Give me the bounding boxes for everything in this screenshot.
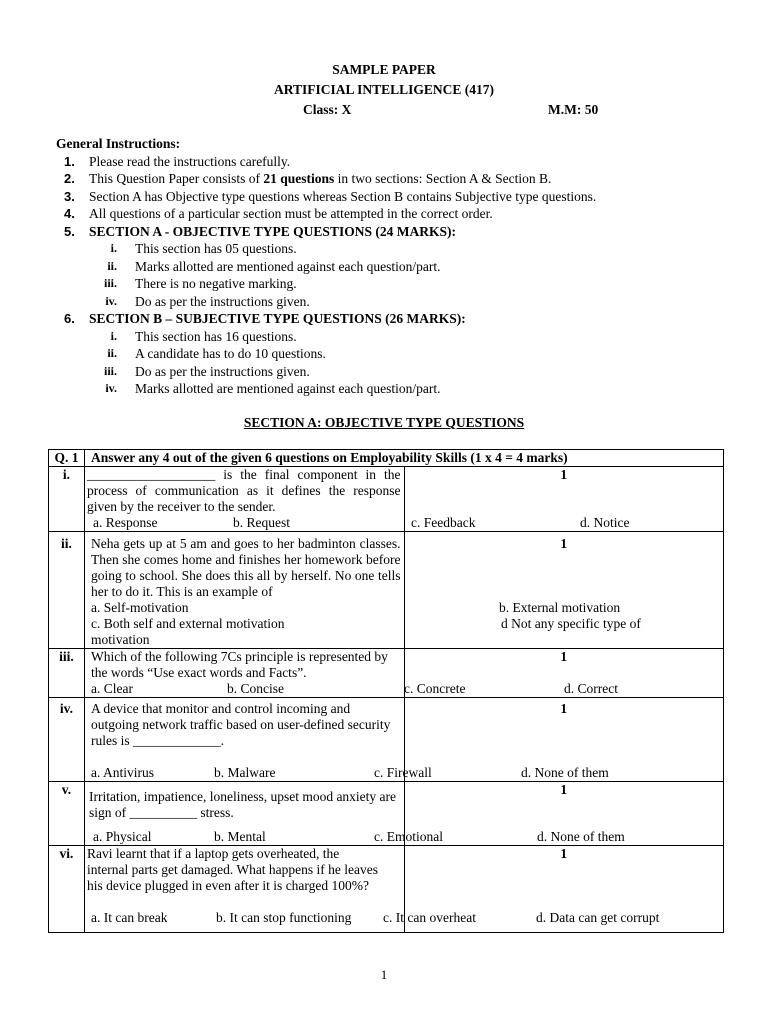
option: b. Mental	[214, 829, 266, 844]
option-row	[87, 515, 630, 531]
paper-subject: ARTIFICIAL INTELLIGENCE (417)	[273, 82, 495, 97]
option: b. It can stop functioning	[216, 910, 352, 925]
sub-number: ii.	[107, 258, 117, 273]
table-row	[49, 782, 724, 846]
instruction-number: 3.	[64, 188, 75, 204]
option-continuation: motivation	[91, 632, 150, 647]
max-marks: M.M: 50	[548, 102, 599, 117]
question-text: Neha gets up at 5 am and goes to her badminton classes. Then she comes home and finishes her homework before going to school. She does this all by herself. No one tells her to do it. This is an example of	[91, 536, 401, 599]
option: c. Feedback	[411, 515, 476, 530]
sub-item	[89, 258, 736, 276]
instruction-item	[56, 310, 736, 398]
class-line	[0, 100, 768, 120]
option: b. Concise	[227, 681, 284, 696]
sub-text: Do as per the instructions given.	[135, 363, 310, 379]
sub-item	[89, 293, 736, 311]
option: d Not any specific type of	[501, 616, 641, 631]
question-text: Which of the following 7Cs principle is represented by the words “Use exact words and Facts”.	[91, 649, 388, 680]
instruction-number: 5.	[64, 223, 75, 239]
instruction-number: 4.	[64, 206, 75, 221]
question-marks: 1	[404, 782, 724, 846]
instruction-number: 2.	[64, 171, 75, 186]
instruction-number: 6.	[64, 311, 75, 326]
option: d. None of them	[521, 765, 609, 780]
table-row	[49, 698, 724, 782]
question-number: vi.	[49, 846, 85, 933]
sub-number: ii.	[107, 346, 117, 360]
sub-number: iii.	[103, 276, 117, 290]
question-marks: 1	[404, 846, 724, 933]
instruction-text: Section A has Objective type questions whereas Section B contains Subjective type questions.	[89, 188, 597, 204]
question-cell	[85, 782, 625, 846]
question-cell	[85, 532, 641, 649]
question-number: i.	[49, 467, 85, 532]
option-row	[89, 829, 625, 845]
class-label: Class: X	[303, 102, 352, 117]
option: d. Notice	[580, 515, 630, 530]
question-cell	[85, 467, 630, 532]
section-b-sublist	[89, 328, 736, 398]
sub-text: Do as per the instructions given.	[135, 293, 310, 309]
option: a. Clear	[91, 681, 133, 696]
instruction-text: Please read the instructions carefully.	[89, 153, 291, 169]
instructions-title: General Instructions:	[56, 136, 181, 151]
option-row	[87, 910, 660, 926]
question-cell	[85, 846, 660, 933]
sub-text: There is no negative marking.	[135, 276, 297, 291]
question-text: A device that monitor and control incoming and outgoing network traffic based on user-defined security rules is _____________.	[91, 701, 391, 748]
sub-item	[89, 380, 736, 398]
sub-text: This section has 05 questions.	[135, 241, 297, 256]
option: a. It can break	[91, 910, 168, 925]
instruction-list	[56, 153, 736, 398]
question-number: Q. 1	[49, 450, 85, 467]
option-row	[91, 765, 609, 781]
sub-number: i.	[110, 241, 117, 255]
question-table	[48, 449, 724, 933]
option-row	[91, 681, 618, 697]
option: b. Malware	[214, 765, 276, 780]
paper-title: SAMPLE PAPER	[332, 62, 436, 77]
instruction-text: All questions of a particular section must be attempted in the correct order.	[89, 206, 493, 221]
instruction-item	[56, 223, 736, 311]
sub-item	[89, 363, 736, 381]
option: a. Self-motivation	[91, 600, 189, 615]
option: d. Data can get corrupt	[536, 910, 660, 925]
option: a. Response	[93, 515, 158, 530]
question-cell	[85, 698, 609, 782]
option: a. Antivirus	[91, 765, 154, 780]
instruction-text-pre: This Question Paper consists of	[89, 171, 264, 186]
question-number: iii.	[49, 649, 85, 698]
sub-item	[89, 275, 736, 293]
question-marks: 1	[404, 467, 724, 532]
sub-text: Marks allotted are mentioned against each question/part.	[135, 381, 441, 396]
sub-item	[89, 328, 736, 346]
section-a-title: SECTION A: OBJECTIVE TYPE QUESTIONS	[243, 415, 525, 430]
sub-number: iii.	[103, 363, 117, 378]
sub-number: iv.	[105, 381, 117, 395]
table-row	[49, 532, 724, 649]
question-heading: Answer any 4 out of the given 6 questions on Employability Skills (1 x 4 = 4 marks)	[85, 450, 724, 467]
instruction-item	[56, 205, 736, 223]
question-cell	[85, 649, 618, 698]
table-row	[49, 846, 724, 933]
question-marks: 1	[404, 532, 724, 649]
sub-number: i.	[110, 328, 117, 343]
option: a. Physical	[93, 829, 152, 844]
question-number: iv.	[49, 698, 85, 782]
question-text: Irritation, impatience, loneliness, upset mood anxiety are sign of __________ stress.	[89, 789, 397, 820]
option-row	[91, 616, 641, 632]
table-row	[49, 467, 724, 532]
sub-text: This section has 16 questions.	[135, 328, 297, 344]
instruction-item	[56, 153, 736, 171]
option: b. External motivation	[499, 600, 621, 615]
sub-number: iv.	[105, 293, 117, 308]
option: c. Emotional	[374, 829, 443, 844]
section-a-heading: SECTION A - OBJECTIVE TYPE QUESTIONS (24 MARKS):	[89, 223, 456, 239]
question-number: v.	[49, 782, 85, 846]
instruction-item	[56, 188, 736, 206]
instruction-item	[56, 170, 736, 188]
page-number: 1	[380, 967, 388, 982]
section-b-heading: SECTION B – SUBJECTIVE TYPE QUESTIONS (26 MARKS):	[89, 311, 466, 326]
table-row	[49, 649, 724, 698]
instruction-text-post: in two sections: Section A & Section B.	[334, 171, 552, 186]
option: d. Correct	[564, 681, 618, 696]
option: c. Firewall	[374, 765, 432, 780]
sub-text: A candidate has to do 10 questions.	[135, 346, 326, 361]
option: c. Both self and external motivation	[91, 616, 285, 631]
option: d. None of them	[537, 829, 625, 844]
question-text: Ravi learnt that if a laptop gets overheated, the internal parts get damaged. What happens if he leaves his device plugged in even after it is charged 100%?	[87, 846, 379, 893]
question-marks: 1	[404, 649, 724, 698]
paper-header	[0, 60, 768, 120]
question-number: ii.	[49, 532, 85, 649]
instruction-text-bold: 21 questions	[263, 171, 335, 186]
question-marks: 1	[404, 698, 724, 782]
section-a-sublist	[89, 240, 736, 310]
sub-item	[89, 240, 736, 258]
option-row	[91, 600, 621, 616]
instruction-number: 1.	[64, 153, 75, 169]
general-instructions	[56, 135, 736, 398]
sub-text: Marks allotted are mentioned against each question/part.	[135, 258, 441, 274]
option: b. Request	[233, 515, 290, 530]
question-text: ___________________ is the final component in the process of communication as it defines the response given by the receiver to the sender.	[87, 467, 401, 514]
option: c. It can overheat	[383, 910, 476, 925]
sub-item	[89, 345, 736, 363]
table-row	[49, 450, 724, 467]
option: c. Concrete	[404, 681, 466, 696]
